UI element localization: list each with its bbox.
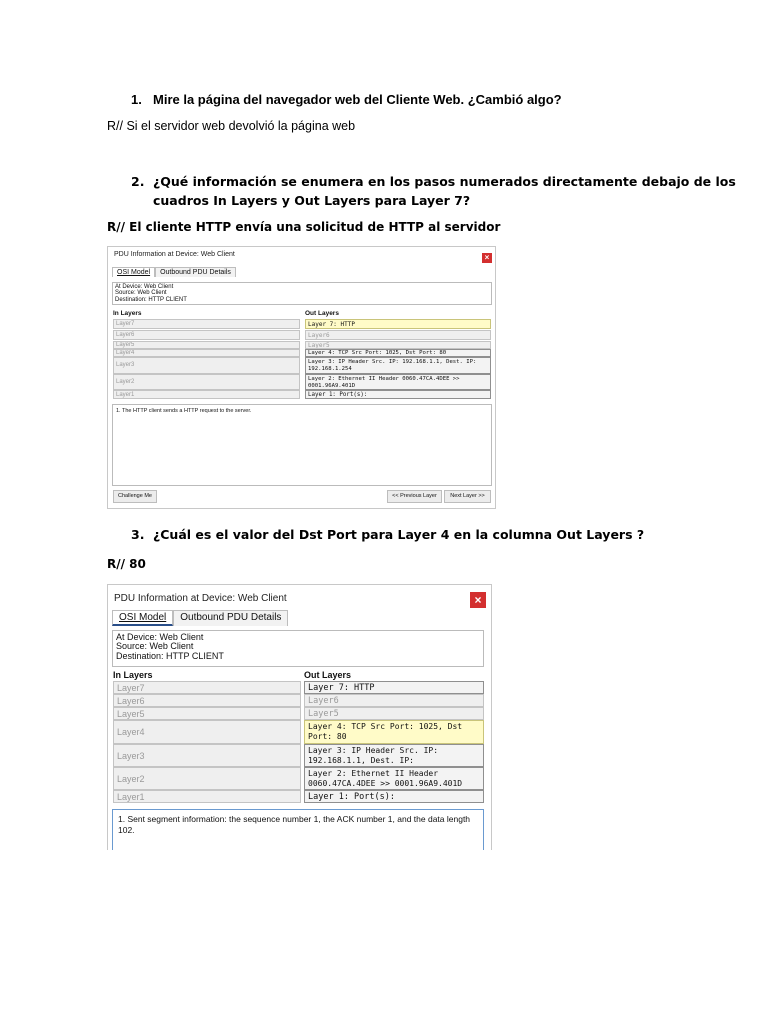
description-text: 1. Sent segment information: the sequence number 1, the ACK number 1, and the data length 102.: [118, 814, 471, 836]
tab-osi-model[interactable]: OSI Model: [112, 267, 155, 277]
out-layer-5[interactable]: Layer5: [305, 341, 491, 349]
info-device: At Device: Web Client: [116, 632, 204, 642]
question-2: [131, 172, 736, 210]
next-layer-button[interactable]: Next Layer >>: [444, 490, 491, 503]
in-layer-7[interactable]: Layer7: [113, 681, 301, 694]
out-layer-2[interactable]: Layer 2: Ethernet II Header 0060.47CA.4DEE >> 0001.96A9.401D: [305, 374, 491, 390]
in-layer-4[interactable]: Layer4: [113, 720, 301, 744]
in-layer-1[interactable]: Layer1: [113, 790, 301, 803]
answer-2: R// El cliente HTTP envía una solicitud de HTTP al servidor: [107, 220, 501, 234]
previous-layer-button[interactable]: << Previous Layer: [387, 490, 442, 503]
tab-outbound-pdu-details[interactable]: Outbound PDU Details: [173, 610, 288, 626]
info-destination: Destination: HTTP CLIENT: [115, 296, 187, 303]
in-layer-7[interactable]: Layer7: [113, 319, 300, 329]
pdu-dialog-large: [107, 584, 492, 850]
in-layer-5[interactable]: Layer5: [113, 707, 301, 720]
tab-outbound-pdu-details[interactable]: Outbound PDU Details: [155, 267, 236, 277]
question-1: [131, 92, 562, 107]
out-layer-4[interactable]: Layer 4: TCP Src Port: 1025, Dst Port: 80: [304, 720, 484, 744]
description-box[interactable]: [112, 404, 492, 486]
out-layer-3[interactable]: Layer 3: IP Header Src. IP: 192.168.1.1, Dest. IP:: [304, 744, 484, 767]
out-layer-3[interactable]: Layer 3: IP Header Src. IP: 192.168.1.1, Dest. IP: 192.168.1.254: [305, 357, 491, 374]
info-source: Source: Web Client: [115, 290, 167, 297]
in-layer-3[interactable]: Layer3: [113, 744, 301, 767]
tab-osi-model[interactable]: OSI Model: [112, 610, 173, 626]
info-source: Source: Web Client: [116, 641, 194, 652]
in-layer-2[interactable]: Layer2: [113, 767, 301, 790]
close-button[interactable]: ×: [482, 253, 492, 263]
in-layer-6[interactable]: Layer6: [113, 694, 301, 707]
info-destination: Destination: HTTP CLIENT: [116, 650, 224, 661]
question-1-number: 1.: [131, 92, 142, 107]
out-layer-1[interactable]: Layer 1: Port(s):: [305, 390, 491, 399]
in-layers-header: In Layers: [113, 310, 142, 317]
out-layer-1[interactable]: Layer 1: Port(s):: [304, 790, 484, 803]
out-layer-4[interactable]: Layer 4: TCP Src Port: 1025, Dst Port: 80: [305, 349, 491, 357]
description-box[interactable]: [112, 809, 484, 850]
answer-1: R// Si el servidor web devolvió la página web: [107, 119, 356, 133]
question-2-line2: cuadros In Layers y Out Layers para Layer 7?: [153, 193, 471, 208]
out-layer-7[interactable]: Layer 7: HTTP: [304, 681, 484, 694]
challenge-me-button[interactable]: Challenge Me: [113, 490, 157, 503]
dialog-title: PDU Information at Device: Web Client: [114, 251, 235, 258]
in-layers-header: In Layers: [113, 670, 153, 680]
out-layer-5[interactable]: Layer5: [304, 707, 484, 720]
in-layer-6[interactable]: Layer6: [113, 330, 300, 340]
in-layer-2[interactable]: Layer2: [113, 374, 300, 390]
question-3: [131, 527, 644, 542]
out-layers-header: Out Layers: [304, 670, 352, 680]
in-layer-5[interactable]: Layer5: [113, 341, 300, 349]
answer-3: R// 80: [107, 557, 146, 571]
out-layer-6[interactable]: Layer6: [305, 330, 491, 340]
tab-bar: [112, 267, 236, 277]
in-layer-1[interactable]: Layer1: [113, 390, 300, 399]
question-3-number: 3.: [131, 527, 145, 542]
out-layers-header: Out Layers: [305, 310, 339, 317]
question-3-text: ¿Cuál es el valor del Dst Port para Layer 4 en la columna Out Layers ?: [153, 527, 645, 542]
out-layer-7[interactable]: Layer 7: HTTP: [305, 319, 491, 329]
dialog-title: PDU Information at Device: Web Client: [114, 593, 287, 604]
in-layer-3[interactable]: Layer3: [113, 357, 300, 374]
close-button[interactable]: ×: [470, 592, 486, 608]
out-layer-6[interactable]: Layer6: [304, 694, 484, 707]
pdu-dialog-small: [107, 246, 496, 509]
question-2-number: 2.: [131, 174, 145, 189]
out-layer-2[interactable]: Layer 2: Ethernet II Header 0060.47CA.4DEE >> 0001.96A9.401D: [304, 767, 484, 790]
device-info: [112, 630, 484, 667]
in-layer-4[interactable]: Layer4: [113, 349, 300, 357]
device-info: [112, 282, 492, 305]
description-text: 1. The HTTP client sends a HTTP request to the server.: [116, 408, 252, 414]
tab-bar: [112, 610, 288, 626]
info-device: At Device: Web Client: [115, 284, 174, 290]
question-2-line1: ¿Qué información se enumera en los pasos numerados directamente debajo de los: [153, 174, 736, 189]
question-1-text: Mire la página del navegador web del Cliente Web. ¿Cambió algo?: [153, 92, 562, 107]
